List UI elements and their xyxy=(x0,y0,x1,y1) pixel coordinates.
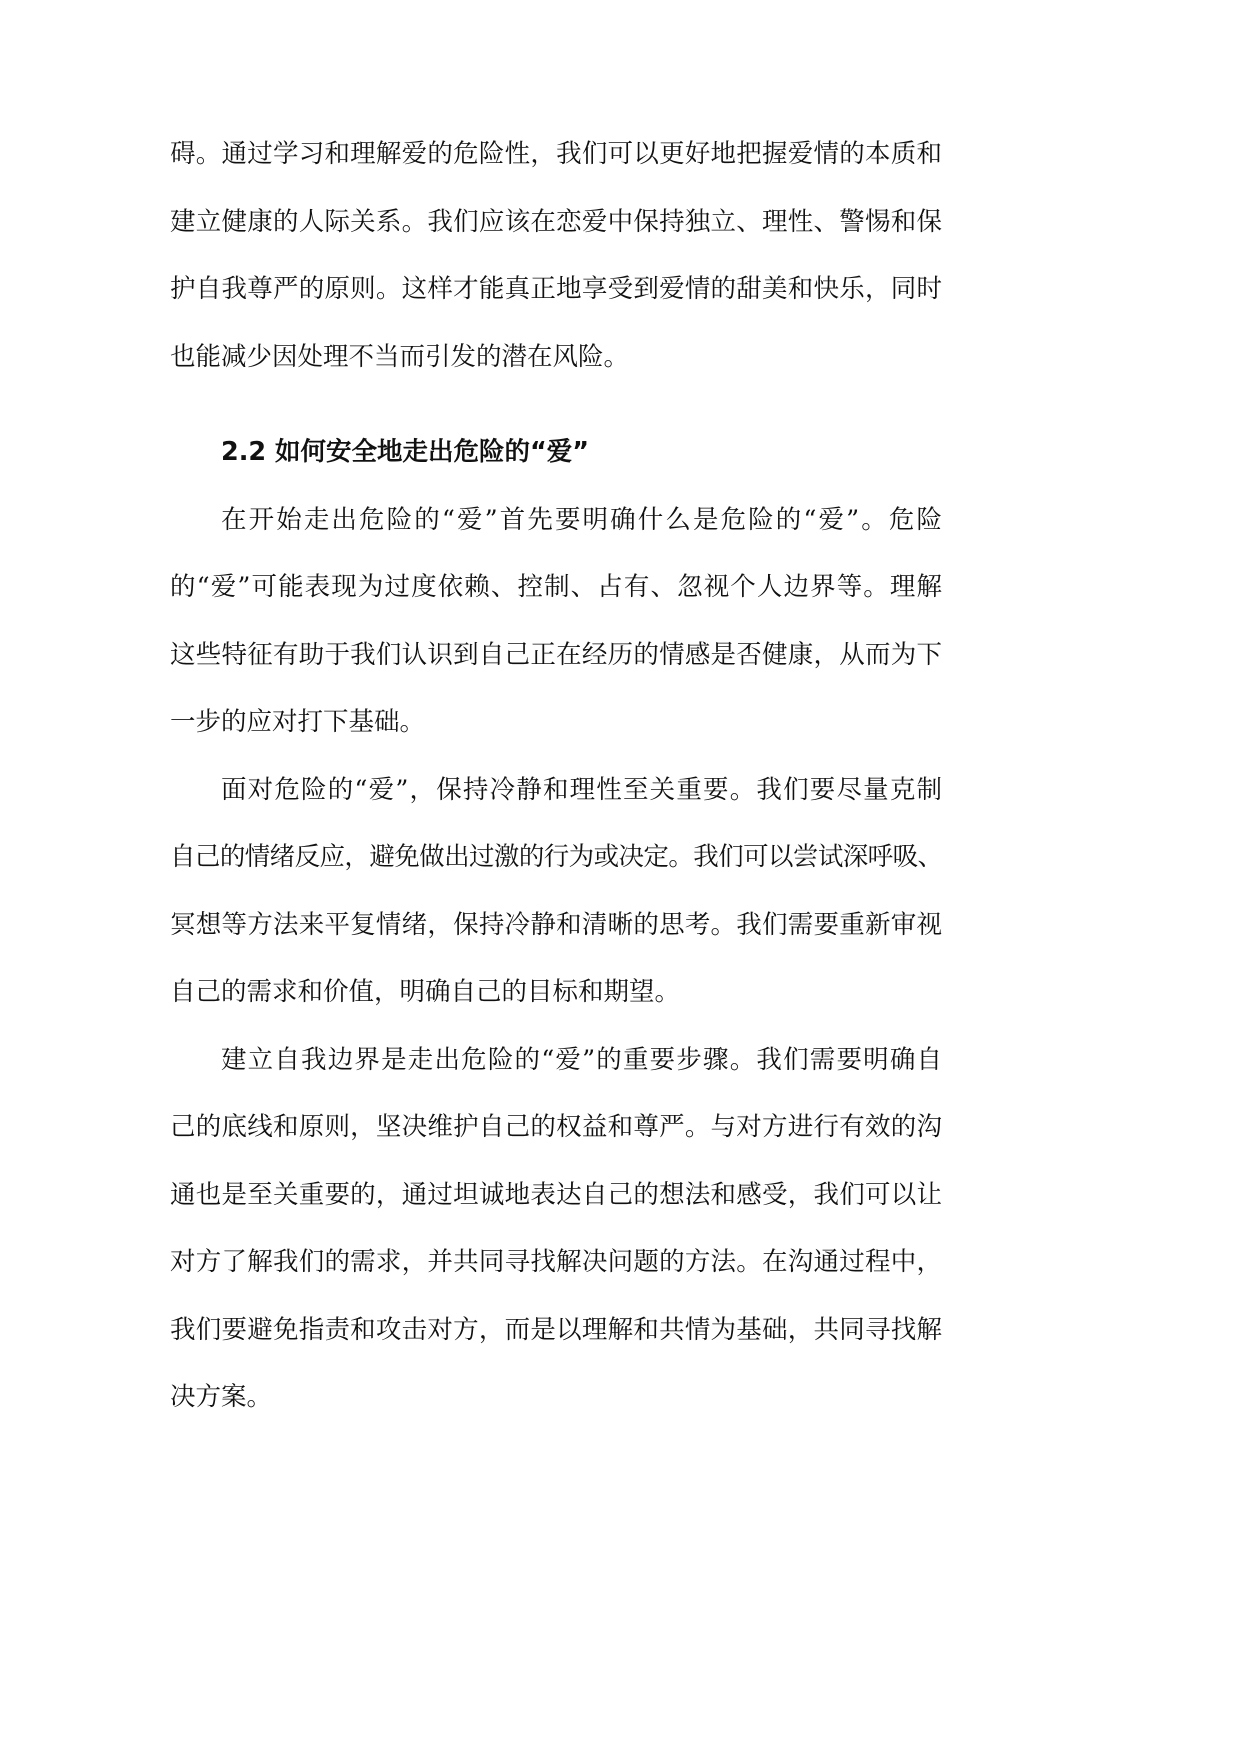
text-line: 建立健康的人际关系。我们应该在恋爱中保持独立、理性、警惕和保 xyxy=(170,206,942,237)
text-line: 己的底线和原则，坚决维护自己的权益和尊严。与对方进行有效的沟 xyxy=(170,1112,942,1142)
paragraph-3 xyxy=(170,1027,942,1432)
text-line: 建立自我边界是走出危险的“爱”的重要步骤。我们需要明确自 xyxy=(221,1044,942,1075)
section-heading: 2.2 如何安全地走出危险的“爱” xyxy=(221,437,590,467)
text-line: 面对危险的“爱”，保持冷静和理性至关重要。我们要尽量克制 xyxy=(221,774,942,805)
text-line: 决方案。 xyxy=(170,1382,273,1412)
text-line: 自己的需求和价值，明确自己的目标和期望。 xyxy=(170,977,681,1007)
text-line: 护自我尊严的原则。这样才能真正地享受到爱情的甜美和快乐，同时 xyxy=(170,274,942,304)
text-line: 这些特征有助于我们认识到自己正在经历的情感是否健康，从而为下 xyxy=(170,639,942,670)
text-line: 的“爱”可能表现为过度依赖、控制、占有、忽视个人边界等。理解 xyxy=(170,572,942,602)
text-line: 冥想等方法来平复情绪，保持冷静和清晰的思考。我们需要重新审视 xyxy=(170,909,942,940)
paragraph-continued xyxy=(170,121,942,391)
text-line: 在开始走出危险的“爱”首先要明确什么是危险的“爱”。危险 xyxy=(221,504,942,535)
text-line: 自己的情绪反应，避免做出过激的行为或决定。我们可以尝试深呼吸、 xyxy=(170,842,942,872)
paragraph-2 xyxy=(170,757,942,1027)
text-line: 也能减少因处理不当而引发的潜在风险。 xyxy=(170,341,630,372)
text-line: 我们要避免指责和攻击对方，而是以理解和共情为基础，共同寻找解 xyxy=(170,1314,942,1345)
text-line: 通也是至关重要的，通过坦诚地表达自己的想法和感受，我们可以让 xyxy=(170,1179,942,1210)
text-line: 一步的应对打下基础。 xyxy=(170,707,426,737)
paragraph-1 xyxy=(170,487,942,757)
text-line: 对方了解我们的需求，并共同寻找解决问题的方法。在沟通过程中， xyxy=(170,1247,942,1277)
body-text xyxy=(170,121,942,1432)
text-line: 碍。通过学习和理解爱的危险性，我们可以更好地把握爱情的本质和 xyxy=(170,139,942,169)
